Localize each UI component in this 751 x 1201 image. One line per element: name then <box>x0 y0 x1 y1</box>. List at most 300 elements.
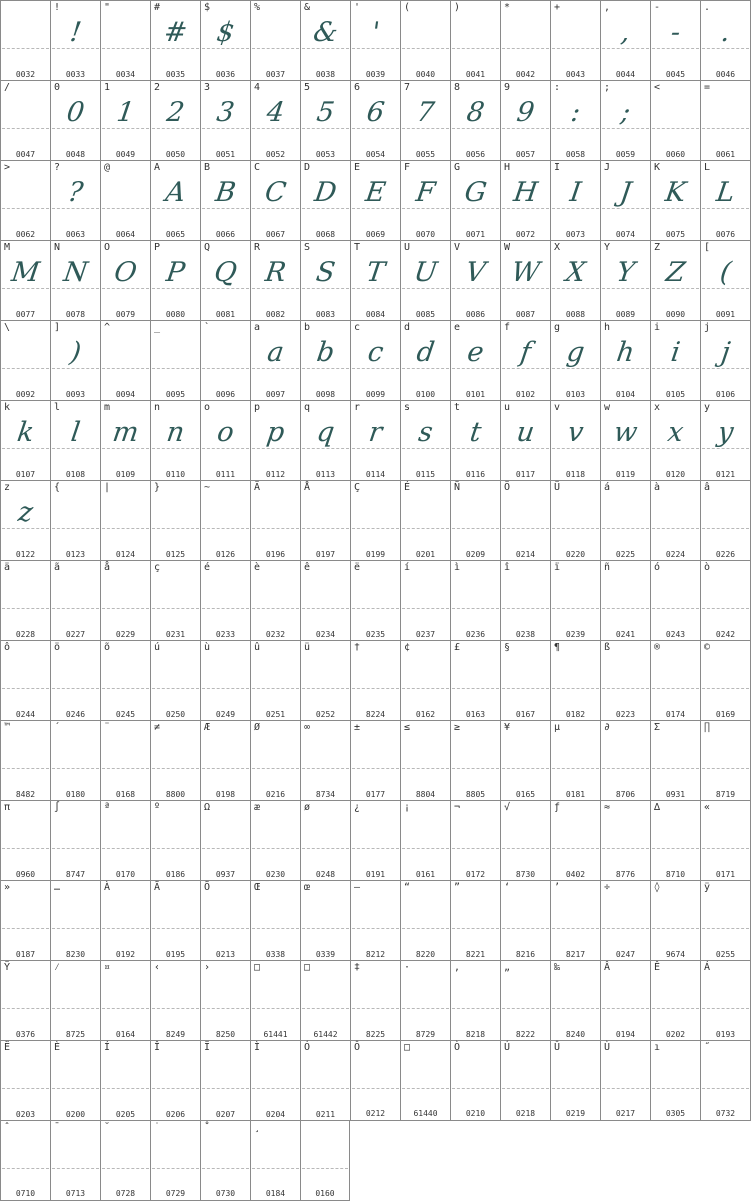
glyph-cell <box>200 960 250 1041</box>
glyph-cell <box>400 240 450 321</box>
char-code: 0200 <box>65 1110 86 1119</box>
glyph-sample: V <box>463 257 488 288</box>
cell-char-label: Û <box>554 1042 561 1053</box>
cell-char-label: Æ <box>204 722 211 733</box>
cell-char-label: ( <box>404 2 411 13</box>
char-code: 8218 <box>465 1030 486 1039</box>
cell-char-label: í <box>404 562 411 573</box>
glyph-sample <box>248 495 302 531</box>
glyph-sample <box>698 735 751 771</box>
glyph-cell <box>0 0 50 81</box>
glyph-cell <box>250 400 300 481</box>
glyph-cell <box>100 160 150 241</box>
char-code: 0096 <box>215 390 236 399</box>
glyph-sample: 6 <box>364 97 387 128</box>
cell-char-label: P <box>154 242 161 253</box>
cell-char-label: □ <box>404 1042 411 1053</box>
cell-char-label: ã <box>54 562 61 573</box>
glyph-cell <box>450 960 500 1041</box>
glyph-cell <box>200 880 250 961</box>
char-code: 0079 <box>115 310 136 319</box>
glyph-cell <box>650 640 700 721</box>
char-code: 8719 <box>715 790 736 799</box>
glyph-cell <box>550 0 600 81</box>
char-code: 0059 <box>615 150 636 159</box>
cell-char-label: ≈ <box>604 802 611 813</box>
cell-char-label: Ú <box>504 1042 511 1053</box>
glyph-cell <box>550 1040 600 1121</box>
char-code: 8710 <box>665 870 686 879</box>
glyph-sample: 5 <box>314 97 337 128</box>
glyph-cell <box>400 800 450 881</box>
cell-char-label: T <box>354 242 361 253</box>
cell-char-label: Ø <box>254 722 261 733</box>
cell-char-label: ” <box>454 882 461 893</box>
glyph-cell <box>700 80 751 161</box>
cell-char-label: Ÿ <box>4 962 11 973</box>
glyph-sample <box>548 15 602 51</box>
char-code: 0106 <box>715 390 736 399</box>
cell-char-label: ƒ <box>554 802 561 813</box>
char-code: 0054 <box>365 150 386 159</box>
glyph-cell <box>450 800 500 881</box>
cell-char-label: ¢ <box>404 642 411 653</box>
glyph-sample: $ <box>214 17 237 48</box>
glyph-cell <box>500 400 550 481</box>
glyph-sample <box>348 1055 402 1091</box>
char-code: 0231 <box>165 630 186 639</box>
glyph-sample <box>548 975 602 1011</box>
glyph-cell <box>550 480 600 561</box>
glyph-sample: 2 <box>164 97 187 128</box>
char-code: 0085 <box>415 310 436 319</box>
glyph-cell <box>350 240 400 321</box>
glyph-sample <box>448 15 502 51</box>
cell-char-label: æ <box>254 802 261 813</box>
glyph-sample <box>548 815 602 851</box>
glyph-cell <box>250 880 300 961</box>
glyph-sample: Y <box>614 257 637 288</box>
cell-char-label: $ <box>204 2 211 13</box>
char-code: 0090 <box>665 310 686 319</box>
cell-char-label: ˘ <box>104 1122 111 1133</box>
glyph-sample: ! <box>67 17 84 48</box>
glyph-sample: C <box>263 177 289 208</box>
cell-char-label: O <box>104 242 111 253</box>
cell-char-label: ~ <box>204 482 211 493</box>
glyph-sample <box>48 495 102 531</box>
char-code: 0193 <box>715 1030 736 1039</box>
glyph-sample <box>298 735 352 771</box>
glyph-sample <box>398 575 452 611</box>
char-code: 0118 <box>565 470 586 479</box>
char-code: 8800 <box>165 790 186 799</box>
cell-char-label: à <box>654 482 661 493</box>
cell-char-label: ] <box>54 322 61 333</box>
glyph-cell <box>50 560 100 641</box>
glyph-cell <box>650 160 700 241</box>
glyph-sample: v <box>565 417 586 448</box>
glyph-sample <box>648 655 702 691</box>
glyph-cell <box>200 160 250 241</box>
glyph-sample <box>198 495 252 531</box>
char-code: 0172 <box>465 870 486 879</box>
char-code: 0122 <box>15 550 36 559</box>
glyph-cell <box>50 480 100 561</box>
char-code: 0032 <box>15 70 36 79</box>
char-code: 0037 <box>265 70 286 79</box>
glyph-sample <box>148 895 202 931</box>
glyph-cell <box>700 320 751 401</box>
char-code: 0043 <box>565 70 586 79</box>
glyph-cell <box>150 800 200 881</box>
cell-char-label: ` <box>204 322 211 333</box>
char-code: 8482 <box>15 790 36 799</box>
glyph-cell <box>400 480 450 561</box>
glyph-sample <box>348 815 402 851</box>
glyph-sample <box>248 975 302 1011</box>
glyph-cell <box>650 240 700 321</box>
char-code: 0109 <box>115 470 136 479</box>
glyph-sample: 3 <box>214 97 237 128</box>
char-code: 0732 <box>715 1109 736 1118</box>
cell-char-label: Å <box>304 482 311 493</box>
glyph-cell <box>500 320 550 401</box>
cell-char-label: ù <box>204 642 211 653</box>
cell-char-label: ∞ <box>304 722 311 733</box>
cell-char-label: √ <box>504 802 511 813</box>
cell-char-label: g <box>554 322 561 333</box>
char-code: 0164 <box>115 1030 136 1039</box>
char-code: 0220 <box>565 550 586 559</box>
glyph-sample <box>548 735 602 771</box>
cell-char-label: π <box>4 802 11 813</box>
cell-char-label: < <box>654 82 661 93</box>
glyph-cell <box>100 480 150 561</box>
char-code: 0224 <box>665 550 686 559</box>
cell-char-label: & <box>304 2 311 13</box>
glyph-cell <box>650 320 700 401</box>
glyph-sample <box>298 1055 352 1091</box>
cell-char-label: ? <box>54 162 61 173</box>
glyph-sample: t <box>467 417 484 448</box>
char-code: 0252 <box>315 710 336 719</box>
char-code: 0081 <box>215 310 236 319</box>
cell-char-label: F <box>404 162 411 173</box>
char-code: 0338 <box>265 950 286 959</box>
glyph-sample <box>148 815 202 851</box>
glyph-sample <box>298 495 352 531</box>
glyph-cell <box>650 720 700 801</box>
char-code: 0182 <box>565 710 586 719</box>
glyph-cell <box>0 400 50 481</box>
glyph-sample: 9 <box>514 97 537 128</box>
glyph-sample: P <box>164 257 187 288</box>
cell-char-label: ® <box>654 642 661 653</box>
glyph-sample <box>548 655 602 691</box>
glyph-sample <box>698 655 751 691</box>
char-code: 0121 <box>715 470 736 479</box>
glyph-cell <box>350 160 400 241</box>
char-code: 0100 <box>415 390 436 399</box>
glyph-cell <box>450 160 500 241</box>
char-code: 0107 <box>15 470 36 479</box>
glyph-sample: q <box>314 417 337 448</box>
char-code: 0171 <box>715 870 736 879</box>
char-code: 0165 <box>515 790 536 799</box>
cell-char-label: ^ <box>104 322 111 333</box>
cell-char-label: µ <box>554 722 561 733</box>
glyph-cell <box>50 80 100 161</box>
char-code: 0102 <box>515 390 536 399</box>
glyph-cell <box>200 240 250 321</box>
cell-char-label: Ì <box>254 1042 261 1053</box>
char-code: 0047 <box>15 150 36 159</box>
cell-char-label: G <box>454 162 461 173</box>
char-code: 0237 <box>415 630 436 639</box>
char-code: 8776 <box>615 870 636 879</box>
char-code: 0206 <box>165 1110 186 1119</box>
cell-char-label: ‘ <box>504 882 511 893</box>
cell-char-label: … <box>54 882 61 893</box>
glyph-cell <box>200 720 250 801</box>
glyph-cell <box>250 160 300 241</box>
glyph-sample: d <box>414 337 437 368</box>
char-code: 0120 <box>665 470 686 479</box>
glyph-sample <box>648 575 702 611</box>
glyph-sample <box>148 495 202 531</box>
glyph-sample: k <box>15 417 36 448</box>
cell-char-label: □ <box>254 962 261 973</box>
char-code: 0045 <box>665 70 686 79</box>
cell-char-label: ô <box>4 642 11 653</box>
glyph-sample <box>648 95 702 131</box>
glyph-cell <box>350 320 400 401</box>
glyph-sample: H <box>511 177 540 208</box>
cell-char-label: : <box>554 82 561 93</box>
glyph-sample: Q <box>212 257 239 288</box>
char-code: 0248 <box>315 870 336 879</box>
glyph-cell <box>250 1040 300 1121</box>
glyph-sample: - <box>668 17 683 48</box>
glyph-sample: B <box>213 177 238 208</box>
glyph-cell <box>200 320 250 401</box>
char-code: 0117 <box>515 470 536 479</box>
glyph-sample <box>98 815 152 851</box>
glyph-cell <box>700 1040 751 1121</box>
char-code: 0075 <box>665 230 686 239</box>
glyph-sample <box>98 575 152 611</box>
char-code: 0067 <box>265 230 286 239</box>
glyph-cell <box>600 400 650 481</box>
glyph-cell <box>300 720 350 801</box>
char-code: 0161 <box>415 870 436 879</box>
glyph-sample <box>448 575 502 611</box>
glyph-sample <box>298 655 352 691</box>
glyph-cell <box>150 160 200 241</box>
glyph-cell <box>150 400 200 481</box>
glyph-cell <box>50 800 100 881</box>
glyph-cell <box>700 480 751 561</box>
glyph-cell <box>500 800 550 881</box>
cell-char-label: ò <box>704 562 711 573</box>
glyph-sample: c <box>365 337 386 368</box>
glyph-cell <box>400 960 450 1041</box>
glyph-cell <box>700 400 751 481</box>
cell-char-label: ! <box>54 2 61 13</box>
char-code: 0044 <box>615 70 636 79</box>
cell-char-label: V <box>454 242 461 253</box>
cell-char-label: Í <box>104 1042 111 1053</box>
glyph-cell <box>500 720 550 801</box>
glyph-sample: ? <box>66 177 85 208</box>
char-code: 0082 <box>265 310 286 319</box>
cell-char-label: { <box>54 482 61 493</box>
glyph-sample: , <box>619 17 633 48</box>
cell-char-label: 5 <box>304 82 311 93</box>
glyph-sample: 7 <box>414 97 437 128</box>
glyph-sample <box>0 815 53 851</box>
glyph-cell <box>300 480 350 561</box>
glyph-cell <box>250 240 300 321</box>
glyph-sample <box>498 1055 552 1091</box>
cell-char-label: c <box>354 322 361 333</box>
cell-char-label: È <box>54 1042 61 1053</box>
glyph-cell <box>600 0 650 81</box>
cell-char-label: ˙ <box>154 1122 161 1133</box>
cell-char-label: ‡ <box>354 962 361 973</box>
char-code: 0110 <box>165 470 186 479</box>
glyph-sample <box>298 975 352 1011</box>
glyph-sample <box>48 815 102 851</box>
cell-char-label: ç <box>154 562 161 573</box>
char-code: 0197 <box>315 550 336 559</box>
cell-char-label: % <box>254 2 261 13</box>
cell-char-label: | <box>104 482 111 493</box>
char-code: 0039 <box>365 70 386 79</box>
cell-char-label: ˚ <box>204 1122 211 1133</box>
glyph-cell <box>100 720 150 801</box>
cell-char-label: ä <box>4 562 11 573</box>
glyph-cell <box>50 240 100 321</box>
char-code: 0083 <box>315 310 336 319</box>
char-code: 0191 <box>365 870 386 879</box>
glyph-cell <box>0 880 50 961</box>
cell-char-label: 9 <box>504 82 511 93</box>
char-code: 0092 <box>15 390 36 399</box>
char-code: 0124 <box>115 550 136 559</box>
cell-char-label: b <box>304 322 311 333</box>
glyph-sample <box>498 575 552 611</box>
cell-char-label: + <box>554 2 561 13</box>
cell-char-label: e <box>454 322 461 333</box>
cell-char-label: ˆ <box>4 1122 11 1133</box>
char-code: 0236 <box>465 630 486 639</box>
glyph-cell <box>650 400 700 481</box>
glyph-cell <box>500 880 550 961</box>
glyph-sample <box>348 575 402 611</box>
glyph-cell <box>50 880 100 961</box>
glyph-cell <box>150 640 200 721</box>
char-code: 0077 <box>15 310 36 319</box>
glyph-sample <box>248 895 302 931</box>
glyph-sample <box>698 815 751 851</box>
cell-char-label: E <box>354 162 361 173</box>
glyph-sample <box>648 495 702 531</box>
cell-char-label: N <box>54 242 61 253</box>
cell-char-label: ê <box>304 562 311 573</box>
cell-char-label: s <box>404 402 411 413</box>
glyph-cell <box>600 880 650 961</box>
glyph-cell <box>700 560 751 641</box>
glyph-cell <box>650 80 700 161</box>
cell-char-label: Õ <box>204 882 211 893</box>
glyph-cell <box>450 0 500 81</box>
cell-char-label: ¶ <box>554 642 561 653</box>
cell-char-label: Ù <box>604 1042 611 1053</box>
glyph-cell <box>250 960 300 1041</box>
cell-char-label: " <box>104 2 111 13</box>
char-code: 0099 <box>365 390 386 399</box>
char-code: 0931 <box>665 790 686 799</box>
glyph-cell <box>0 480 50 561</box>
cell-char-label: r <box>354 402 361 413</box>
cell-char-label: L <box>704 162 711 173</box>
cell-char-label: ) <box>454 2 461 13</box>
glyph-sample <box>598 495 652 531</box>
glyph-sample <box>198 975 252 1011</box>
glyph-cell <box>600 800 650 881</box>
char-code: 0186 <box>165 870 186 879</box>
char-code: 0729 <box>165 1189 186 1198</box>
char-code: 0113 <box>315 470 336 479</box>
cell-char-label: ö <box>54 642 61 653</box>
char-code: 0074 <box>615 230 636 239</box>
glyph-sample <box>98 1055 152 1091</box>
char-code: 0072 <box>515 230 536 239</box>
glyph-sample <box>598 575 652 611</box>
cell-char-label: * <box>504 2 511 13</box>
cell-char-label: t <box>454 402 461 413</box>
cell-char-label: ’ <box>554 882 561 893</box>
char-code: 0192 <box>115 950 136 959</box>
char-code: 0048 <box>65 150 86 159</box>
char-code: 0060 <box>665 150 686 159</box>
glyph-cell <box>450 880 500 961</box>
glyph-cell <box>250 0 300 81</box>
cell-char-label: Â <box>604 962 611 973</box>
glyph-sample <box>248 735 302 771</box>
glyph-cell <box>550 320 600 401</box>
cell-char-label: ï <box>554 562 561 573</box>
glyph-cell <box>300 400 350 481</box>
char-code: 0040 <box>415 70 436 79</box>
char-code: 0087 <box>515 310 536 319</box>
char-code: 0101 <box>465 390 486 399</box>
char-code: 0247 <box>615 950 636 959</box>
glyph-sample <box>598 815 652 851</box>
cell-char-label: 7 <box>404 82 411 93</box>
glyph-cell <box>0 160 50 241</box>
glyph-sample <box>148 575 202 611</box>
glyph-sample <box>398 815 452 851</box>
glyph-cell <box>450 720 500 801</box>
glyph-sample <box>298 815 352 851</box>
glyph-sample <box>48 1135 102 1171</box>
glyph-sample: Z <box>664 257 688 288</box>
char-code: 0235 <box>365 630 386 639</box>
char-code: 0050 <box>165 150 186 159</box>
